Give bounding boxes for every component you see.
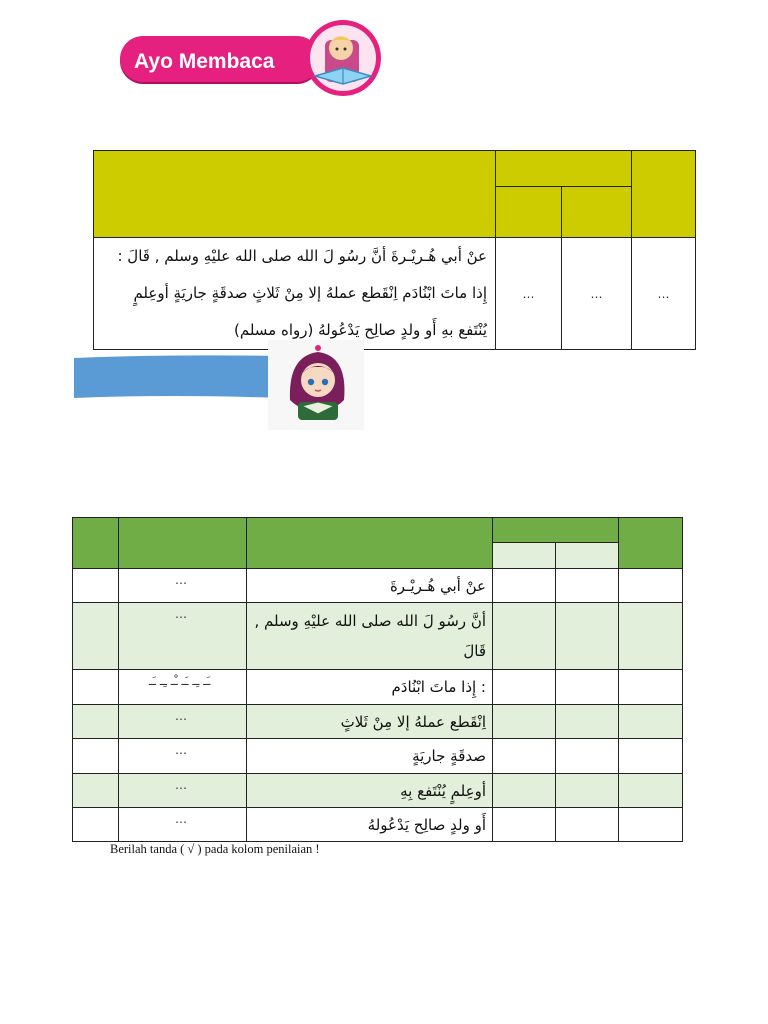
table2-header-group xyxy=(493,518,619,543)
hadith-table xyxy=(93,150,696,350)
check-cell[interactable] xyxy=(619,603,683,670)
assessment-cell[interactable]: … xyxy=(562,238,632,350)
check-cell[interactable] xyxy=(619,670,683,705)
meaning-cell[interactable]: … xyxy=(119,569,247,603)
check-cell[interactable] xyxy=(493,808,556,842)
meaning-cell[interactable]: … xyxy=(119,603,247,670)
arabic-cell: أَو ولدٍ صالِح يَدْعُولهُ xyxy=(247,808,493,842)
arabic-cell xyxy=(247,603,493,670)
word-meaning-table xyxy=(72,517,683,842)
arabic-cell: أوعِلمٍ يُنْتَفع بِهِ xyxy=(247,774,493,808)
check-cell[interactable] xyxy=(556,569,619,603)
table2-subheader-2 xyxy=(556,543,619,569)
check-cell[interactable] xyxy=(493,603,556,670)
table2-header-meaning xyxy=(119,518,247,569)
check-cell[interactable] xyxy=(493,739,556,774)
hadith-line: عنْ أبي هُـريْـرةَ أنَّ رسُو لَ الله صلى الله عليْهِ وسلم , قَالَ : xyxy=(117,247,487,265)
arabic-line: أنَّ رسُو لَ الله صلى الله عليْهِ وسلم , xyxy=(254,612,486,630)
table2-header-last xyxy=(619,518,683,569)
table1-subheader-2 xyxy=(562,187,632,238)
row-number xyxy=(73,705,119,739)
row-number xyxy=(73,670,119,705)
check-cell[interactable] xyxy=(556,670,619,705)
arabic-line: قَالَ xyxy=(463,642,486,660)
check-cell[interactable] xyxy=(556,603,619,670)
arabic-cell: : إِذا ماتَ ابْنُادَم xyxy=(247,670,493,705)
table2-subheader-1 xyxy=(493,543,556,569)
check-cell[interactable] xyxy=(556,739,619,774)
banner-title: Ayo Membaca xyxy=(134,50,275,73)
row-number xyxy=(73,808,119,842)
reading-girl-icon xyxy=(268,340,364,430)
reading-boy-icon xyxy=(295,18,390,100)
row-number xyxy=(73,774,119,808)
table2-header-no xyxy=(73,518,119,569)
check-cell[interactable] xyxy=(493,670,556,705)
check-cell[interactable] xyxy=(619,739,683,774)
assessment-cell[interactable]: … xyxy=(632,238,696,350)
meaning-cell[interactable]: ـَـ ـِـ ـَـ ـْـ ـِـ ـَـ xyxy=(119,670,247,705)
ayo-membaca-banner xyxy=(120,32,380,88)
check-cell[interactable] xyxy=(619,774,683,808)
row-number xyxy=(73,603,119,670)
instruction-note: Berilah tanda ( √ ) pada kolom penilaian ! xyxy=(110,842,320,856)
arabic-cell: عنْ أبي هُـريْـرةَ xyxy=(247,569,493,603)
banner-pill xyxy=(120,36,320,82)
check-cell[interactable] xyxy=(619,808,683,842)
table1-header-group xyxy=(496,151,632,187)
table1-header-last xyxy=(632,151,696,238)
check-cell[interactable] xyxy=(556,705,619,739)
hadith-line: إِذا ماتَ ابْنُادَم اِنْقَطع عملهُ إلا مِنْ ثَلاثٍ صدقَةٍ جاريَةٍ أوعِلمٍ xyxy=(133,284,487,302)
assessment-cell[interactable]: … xyxy=(496,238,562,350)
check-cell[interactable] xyxy=(556,808,619,842)
meaning-cell[interactable]: … xyxy=(119,808,247,842)
table2-header-arabic xyxy=(247,518,493,569)
meaning-cell[interactable]: … xyxy=(119,705,247,739)
hadith-text xyxy=(94,238,496,350)
arabic-cell: اِنْقَطع عملهُ إلا مِنْ ثَلاثٍ xyxy=(247,705,493,739)
table1-subheader-1 xyxy=(496,187,562,238)
check-cell[interactable] xyxy=(493,774,556,808)
meaning-cell[interactable]: … xyxy=(119,774,247,808)
check-cell[interactable] xyxy=(493,569,556,603)
check-cell[interactable] xyxy=(493,705,556,739)
meaning-cell[interactable]: … xyxy=(119,739,247,774)
hadith-line: يُنْتَفع بهِ أَو ولدٍ صالِح يَدْعُولهُ (رواه مسلم) xyxy=(234,321,487,339)
table1-header-text xyxy=(94,151,496,238)
row-number xyxy=(73,569,119,603)
row-number xyxy=(73,739,119,774)
check-cell[interactable] xyxy=(619,569,683,603)
check-cell[interactable] xyxy=(619,705,683,739)
check-cell[interactable] xyxy=(556,774,619,808)
arabic-cell: صدقَةٍ جاريَةٍ xyxy=(247,739,493,774)
